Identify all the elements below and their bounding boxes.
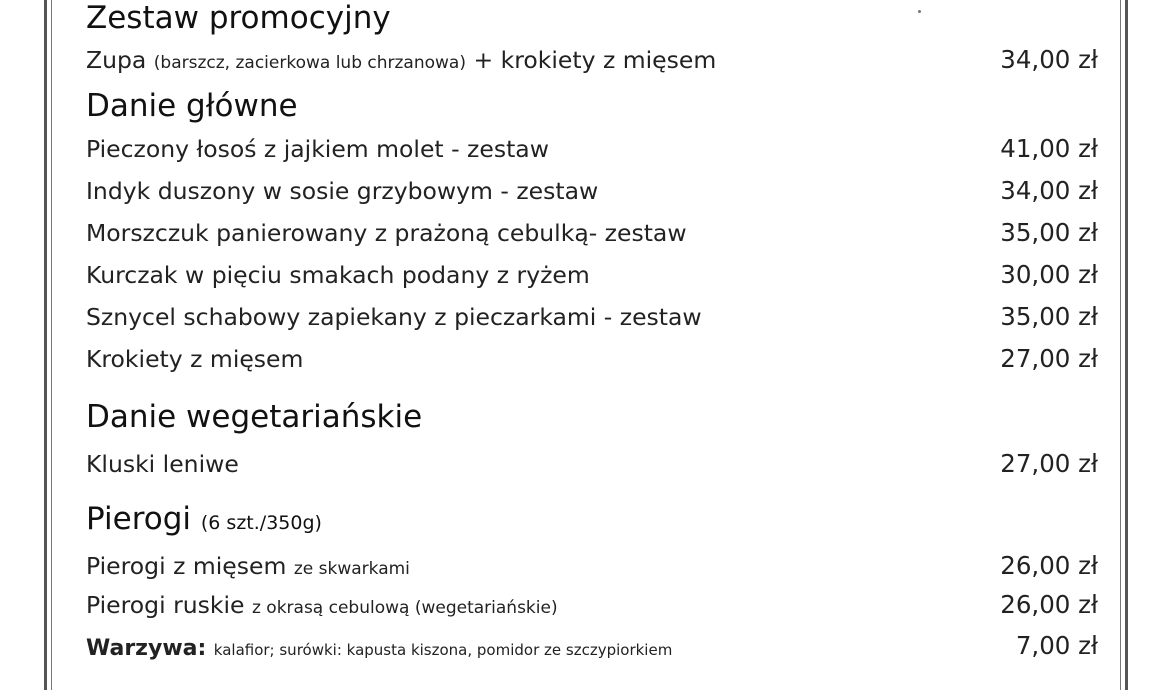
menu-item-pierogi-meat: [86, 552, 410, 580]
menu-item-name: Zupa: [86, 46, 147, 74]
menu-item-price: 30,00 zł: [1000, 260, 1098, 289]
menu-item-price: 41,00 zł: [1000, 134, 1098, 163]
menu-item-note: ze skwarkami: [293, 559, 410, 579]
section-title-promo: Zestaw promocyjny: [86, 0, 391, 36]
decorative-dot: [918, 10, 921, 13]
menu-item-price: 26,00 zł: [1000, 590, 1098, 619]
menu-item-price: 26,00 zł: [1000, 551, 1098, 580]
menu-item-name-extra: + krokiety z mięsem: [473, 46, 717, 74]
menu-item-name: Krokiety z mięsem: [86, 345, 304, 373]
section-title-vege: Danie wegetariańskie: [86, 399, 423, 435]
menu-item-promo: [86, 46, 717, 74]
menu-item-name: Pierogi z mięsem: [86, 552, 287, 580]
menu-item-price: 35,00 zł: [1000, 218, 1098, 247]
section-title-note: (6 szt./350g): [200, 512, 322, 534]
menu-item-name: Pierogi ruskie: [86, 591, 245, 619]
menu-item-name: Kurczak w pięciu smakach podany z ryżem: [86, 261, 590, 289]
menu-item-label: Warzywa:: [86, 636, 207, 661]
menu-item-note: (barszcz, zacierkowa lub chrzanowa): [153, 53, 466, 73]
menu-item-price: 7,00 zł: [1015, 631, 1098, 660]
menu-item-veg: [86, 636, 672, 660]
menu-item-price: 35,00 zł: [1000, 302, 1098, 331]
menu-item-name: Pieczony łosoś z jajkiem molet - zestaw: [86, 135, 549, 163]
menu-item-name: Morszczuk panierowany z prażoną cebulką- zestaw: [86, 219, 687, 247]
menu-item-name: Kluski leniwe: [86, 450, 239, 478]
menu-item-pierogi-ruskie: [86, 591, 558, 619]
section-title-main: Danie główne: [86, 88, 298, 124]
menu-item-note: kalafior; surówki: kapusta kiszona, pomidor ze szczypiorkiem: [213, 641, 673, 659]
menu-item-name: Sznycel schabowy zapiekany z pieczarkami - zestaw: [86, 303, 702, 331]
section-title-text: Pierogi: [86, 501, 192, 537]
menu-item-price: 27,00 zł: [1000, 449, 1098, 478]
section-title-pierogi: [86, 501, 322, 537]
menu-item-name: Indyk duszony w sosie grzybowym - zestaw: [86, 177, 599, 205]
menu-item-price: 34,00 zł: [1000, 176, 1098, 205]
menu-item-price: 34,00 zł: [1000, 45, 1098, 74]
menu-item-note: z okrasą cebulową (wegetariańskie): [251, 598, 558, 618]
menu-item-price: 27,00 zł: [1000, 344, 1098, 373]
